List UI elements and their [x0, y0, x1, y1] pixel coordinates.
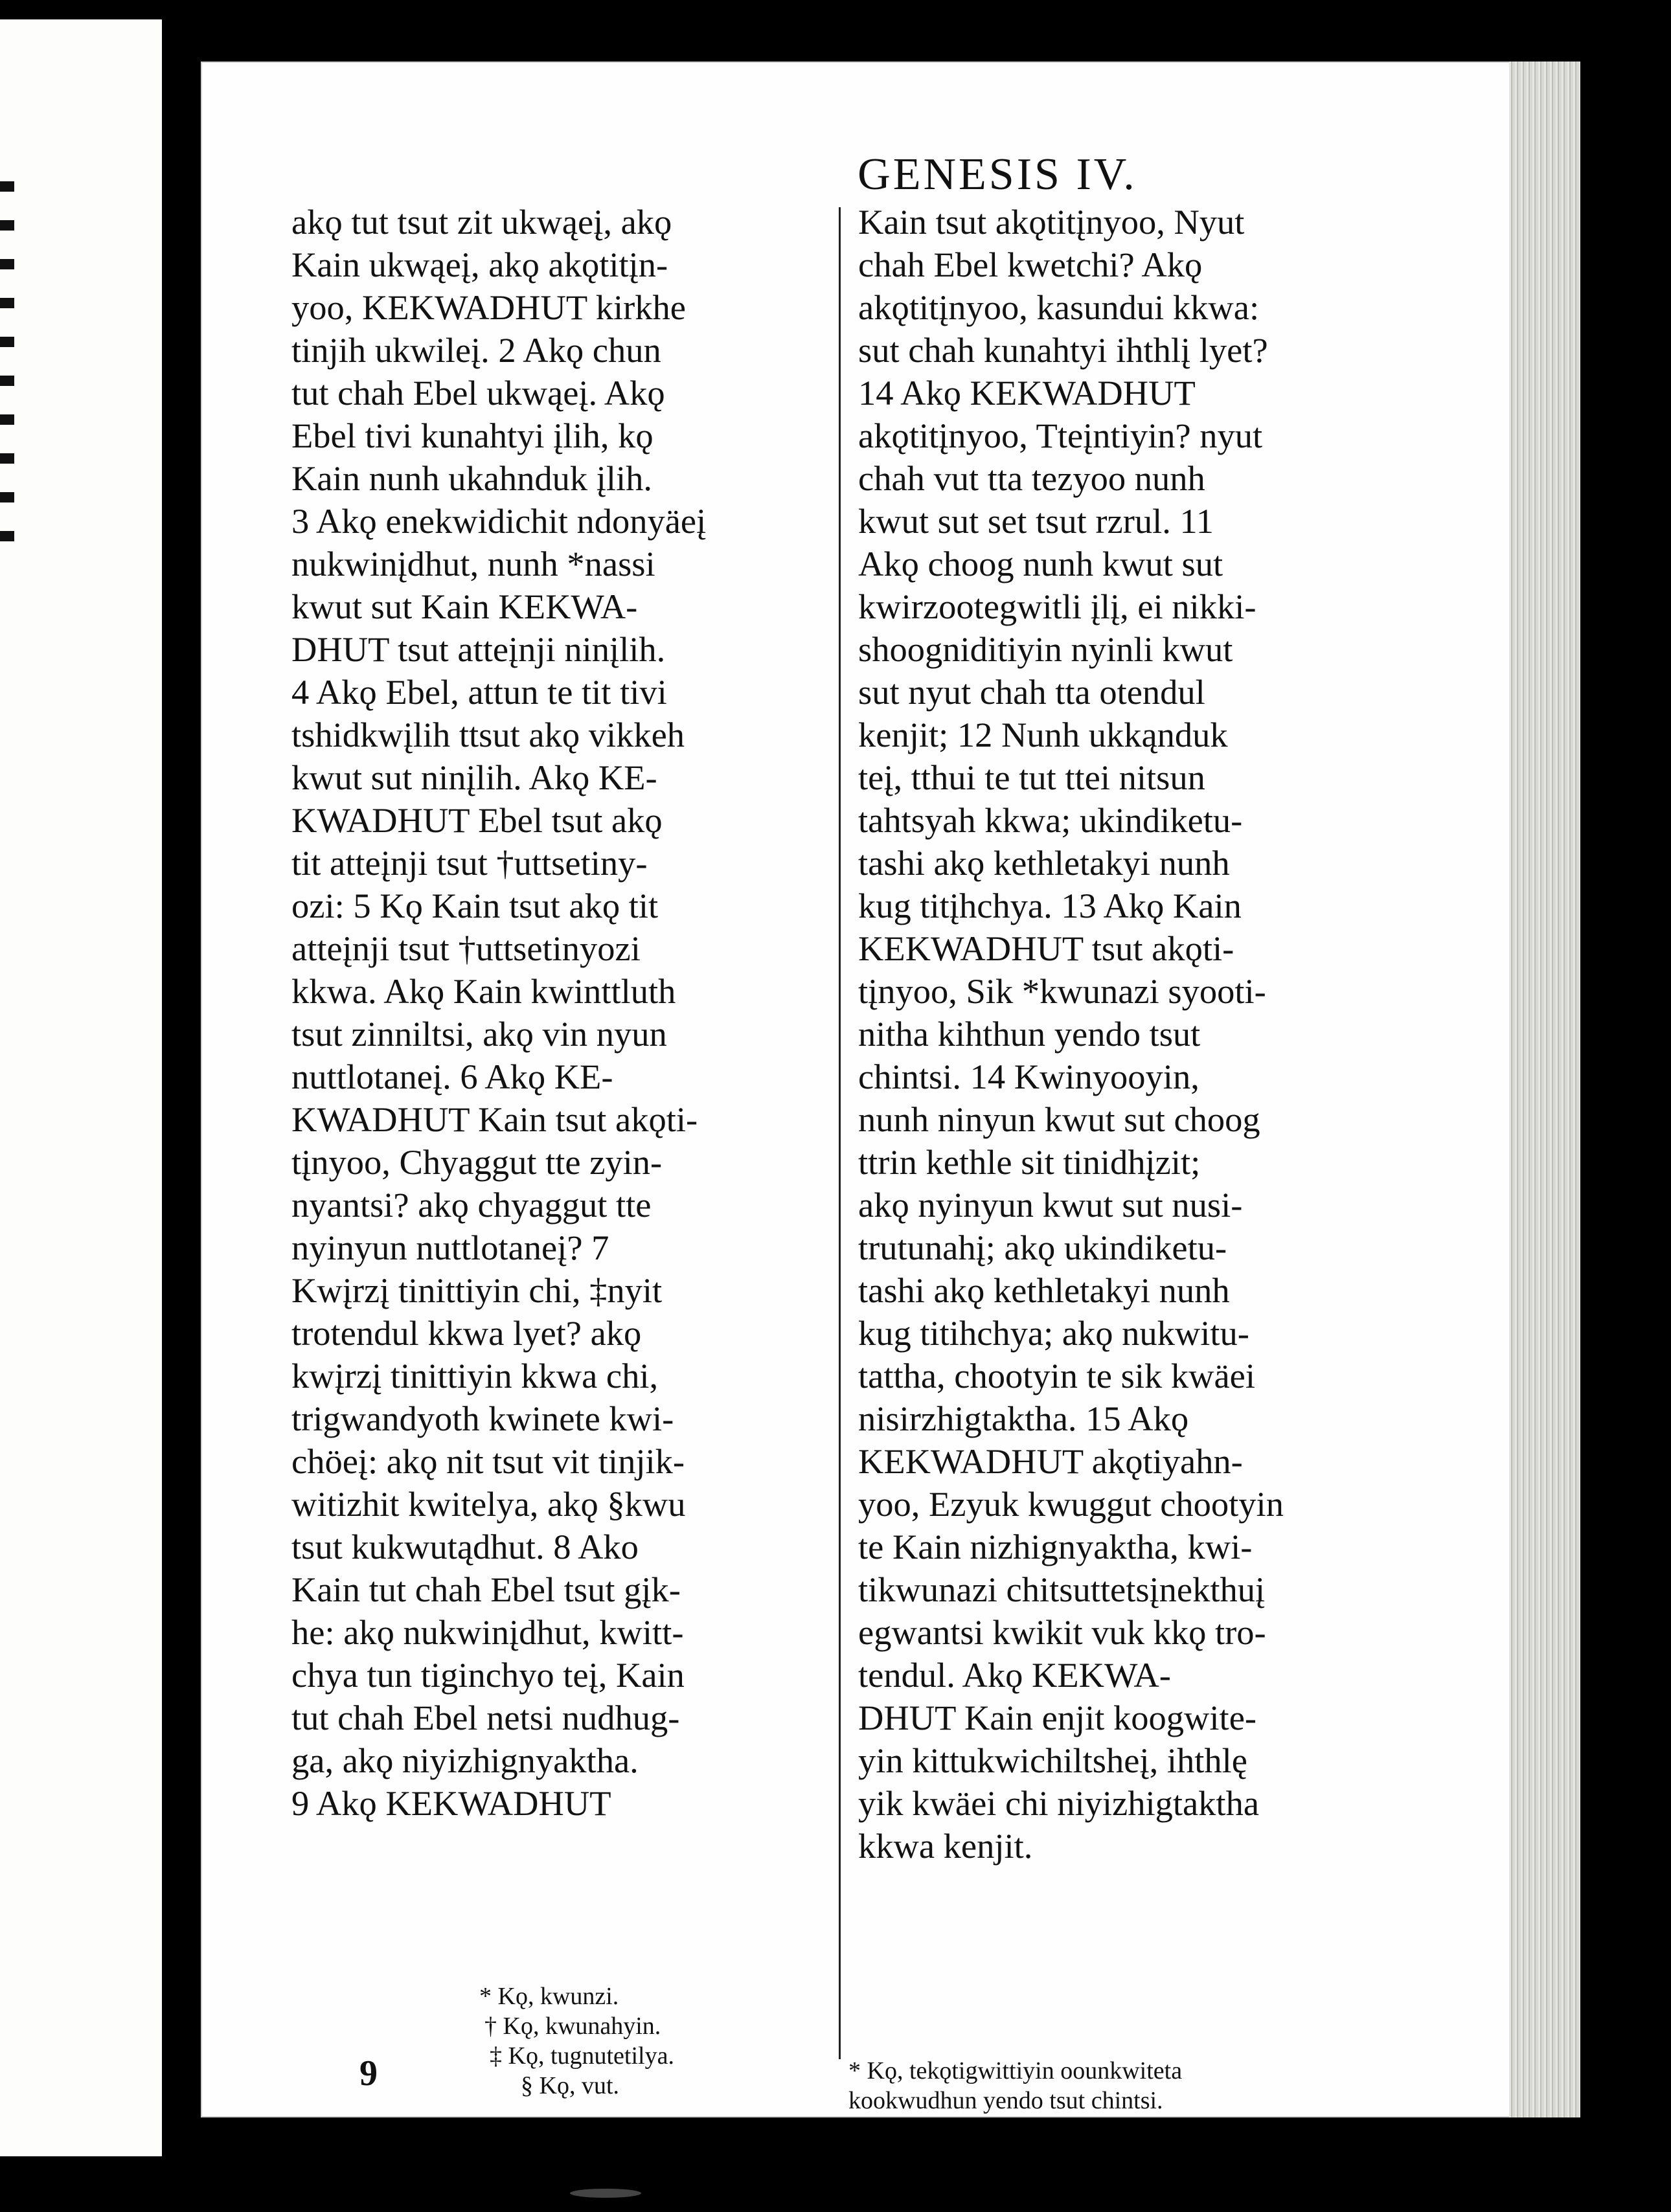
text-line: nitha kihthun yendo tsut	[858, 1014, 1201, 1054]
text-line: chah vut tta tezyoo nunh	[858, 458, 1205, 498]
footnote-line: * Kǫ, kwunzi.	[479, 1983, 619, 2010]
text-line: nunh ninyun kwut sut choog	[858, 1100, 1260, 1139]
text-line: tįnyoo, Chyaggut tte zyin-	[291, 1142, 663, 1182]
text-line: egwantsi kwikit vuk kkǫ tro-	[858, 1612, 1266, 1652]
text-line: KEKWADHUT akǫtiyahn-	[858, 1441, 1243, 1481]
text-line: nyantsi? akǫ chyaggut tte	[291, 1185, 652, 1224]
text-line: tashi akǫ kethletakyi nunh	[858, 843, 1230, 883]
text-line: Kwįrzį tinittiyin chi, ‡nyit	[291, 1270, 663, 1310]
text-line: trotendul kkwa lyet? akǫ	[291, 1313, 642, 1353]
previous-page-sliver	[0, 19, 162, 2156]
text-line: tut chah Ebel ukwąeį. Akǫ	[291, 373, 665, 412]
text-line: tinjih ukwileį. 2 Akǫ chun	[291, 330, 661, 370]
text-line: sut nyut chah tta otendul	[858, 672, 1205, 712]
text-line: tattha, chootyin te sik kwäei	[858, 1356, 1255, 1395]
text-line: chah Ebel kwetchi? Akǫ	[858, 245, 1203, 284]
right-footnotes	[848, 2056, 1587, 2116]
text-line: tsut kukwutądhut. 8 Ako	[291, 1527, 639, 1566]
right-text-column	[858, 201, 1405, 1868]
text-line: 9 Akǫ KEKWADHUT	[291, 1783, 611, 1823]
text-line: kwirzootegwitli įlį, ei nikki-	[858, 587, 1256, 626]
text-line: kwut sut Kain KEKWA-	[291, 587, 638, 626]
text-line: kwut sut ninįlih. Akǫ KE-	[291, 758, 657, 797]
text-line: kwįrzį tinittiyin kkwa chi,	[291, 1356, 659, 1395]
text-line: chöeį: akǫ nit tsut vit tinjik-	[291, 1441, 685, 1481]
text-line: te Kain nizhignyaktha, kwi-	[858, 1527, 1253, 1566]
text-line: chya tun tiginchyo teį, Kain	[291, 1655, 685, 1695]
scan-smudge	[570, 2189, 641, 2198]
footnote-line: ‡ Kǫ, tugnutetilya.	[490, 2042, 674, 2070]
text-line: akǫtitįnyoo, Tteįntiyin? nyut	[858, 416, 1263, 455]
text-line: Ebel tivi kunahtyi įlih, kǫ	[291, 416, 654, 455]
text-line: trutunahį; akǫ ukindiketu-	[858, 1228, 1227, 1267]
previous-page-text-edge	[0, 181, 14, 544]
text-line: tit atteįnji tsut †uttsetiny-	[291, 843, 648, 883]
text-line: atteįnji tsut †uttsetinyozi	[291, 929, 641, 968]
footnote-line: † Kǫ, kwunahyin.	[484, 2013, 661, 2040]
text-line: Kain tut chah Ebel tsut gįk-	[291, 1570, 681, 1609]
text-line: sut chah kunahtyi ihthlį lyet?	[858, 330, 1268, 370]
left-text-column	[291, 201, 819, 1825]
text-line: nyinyun nuttlotaneį? 7	[291, 1228, 609, 1267]
text-line: shoogniditiyin nyinli kwut	[858, 629, 1233, 669]
column-divider	[839, 207, 841, 2059]
left-footnotes	[479, 1981, 842, 2101]
text-line: 4 Akǫ Ebel, attun te tit tivi	[291, 672, 667, 712]
text-line: kkwa kenjit.	[858, 1826, 1033, 1866]
text-line: kug titįhchya. 13 Akǫ Kain	[858, 886, 1242, 925]
page-stack-edge	[1509, 62, 1580, 2117]
text-line: ga, akǫ niyizhignyaktha.	[291, 1741, 639, 1780]
text-line: tshidkwįlih ttsut akǫ vikkeh	[291, 715, 685, 754]
text-line: Kain nunh ukahnduk įlih.	[291, 458, 653, 498]
text-line: KWADHUT Kain tsut akǫti-	[291, 1100, 698, 1139]
text-line: akǫtitįnyoo, kasundui kkwa:	[858, 288, 1260, 327]
text-line: tikwunazi chitsuttetsįnekthuį	[858, 1570, 1266, 1609]
text-line: nisirzhigtaktha. 15 Akǫ	[858, 1399, 1189, 1438]
text-line: Akǫ choog nunh kwut sut	[858, 544, 1223, 583]
text-line: KEKWADHUT tsut akǫti-	[858, 929, 1234, 968]
text-line: KWADHUT Ebel tsut akǫ	[291, 800, 663, 840]
text-line: kwut sut set tsut rzrul. 11	[858, 501, 1214, 541]
text-line: Kain tsut akǫtitįnyoo, Nyut	[858, 202, 1245, 242]
text-line: tahtsyah kkwa; ukindiketu-	[858, 800, 1243, 840]
signature-mark: 9	[359, 2053, 378, 2094]
text-line: tut chah Ebel netsi nudhug-	[291, 1698, 680, 1737]
footnote-line: § Kǫ, vut.	[521, 2072, 619, 2099]
text-line: yoo, Ezyuk kwuggut chootyin	[858, 1484, 1284, 1524]
text-line: tįnyoo, Sik *kwunazi syooti-	[858, 971, 1266, 1011]
text-line: yik kwäei chi niyizhigtaktha	[858, 1783, 1260, 1823]
text-line: yoo, KEKWADHUT kirkhe	[291, 288, 687, 327]
text-line: kenjit; 12 Nunh ukkąnduk	[858, 715, 1228, 754]
footnote-line: * Kǫ, tekǫtigwittiyin oounkwiteta	[848, 2057, 1183, 2084]
text-line: nuttlotaneį. 6 Akǫ KE-	[291, 1057, 613, 1096]
text-line: kug titihchya; akǫ nukwitu-	[858, 1313, 1249, 1353]
text-line: Kain ukwąeį, akǫ akǫtitįn-	[291, 245, 668, 284]
text-line: ttrin kethle sit tinidhįzit;	[858, 1142, 1201, 1182]
text-line: akǫ tut tsut zit ukwąeį, akǫ	[291, 202, 672, 242]
book-page	[201, 62, 1580, 2117]
text-line: witizhit kwitelya, akǫ §kwu	[291, 1484, 686, 1524]
running-head: GENESIS IV.	[858, 150, 1137, 199]
text-line: 14 Akǫ KEKWADHUT	[858, 373, 1196, 412]
text-line: tendul. Akǫ KEKWA-	[858, 1655, 1171, 1695]
text-line: kkwa. Akǫ Kain kwinttluth	[291, 971, 676, 1011]
text-line: nukwinįdhut, nunh *nassi	[291, 544, 655, 583]
text-line: ozi: 5 Kǫ Kain tsut akǫ tit	[291, 886, 659, 925]
text-line: teį, tthui te tut ttei nitsun	[858, 758, 1205, 797]
text-line: chintsi. 14 Kwinyooyin,	[858, 1057, 1199, 1096]
text-line: he: akǫ nukwinįdhut, kwitt-	[291, 1612, 684, 1652]
footnote-line: kookwudhun yendo tsut chintsi.	[848, 2087, 1163, 2114]
text-line: trigwandyoth kwinete kwi-	[291, 1399, 674, 1438]
text-line: tsut zinniltsi, akǫ vin nyun	[291, 1014, 667, 1054]
text-line: tashi akǫ kethletakyi nunh	[858, 1270, 1230, 1310]
text-line: 3 Akǫ enekwidichit ndonyäeį	[291, 501, 707, 541]
text-line: DHUT Kain enjit koogwite-	[858, 1698, 1257, 1737]
text-line: yin kittukwichiltsheį, ihthlę	[858, 1741, 1247, 1780]
text-line: DHUT tsut atteįnji ninįlih.	[291, 629, 666, 669]
text-line: akǫ nyinyun kwut sut nusi-	[858, 1185, 1243, 1224]
